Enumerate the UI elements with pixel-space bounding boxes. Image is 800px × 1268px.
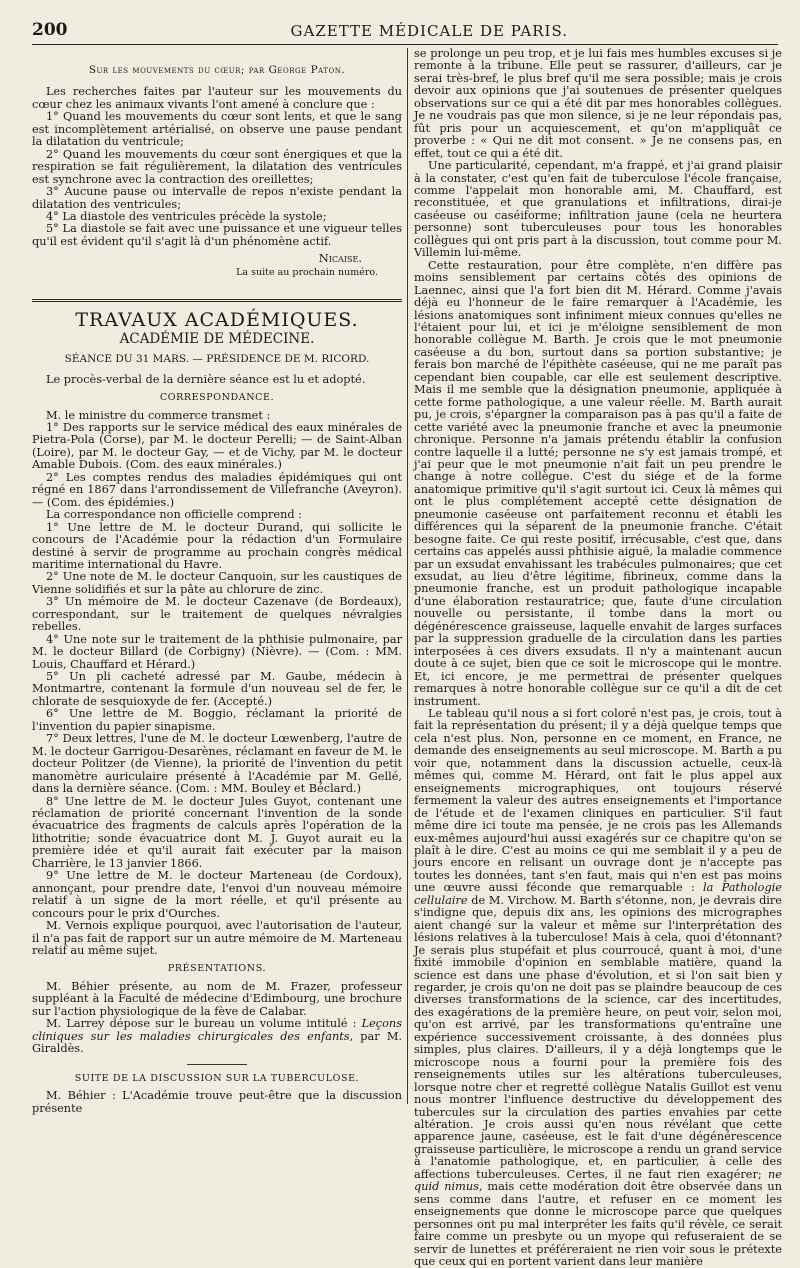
paton-point: 2° Quand les mouvements du cœur sont énergiques et que la respiration se fait régulièrement, la dilatation des ventricules est synchrone avec la contraction des oreillettes;: [32, 147, 402, 186]
behier-speech-start: M. Béhier : L'Académie trouve peut-être que la discussion présente: [32, 1089, 402, 1115]
latin-phrase: ne quid nimus: [414, 1167, 782, 1194]
presentations-heading: PRÉSENTATIONS.: [167, 963, 267, 975]
right-column: [414, 47, 782, 1268]
paragraph-text: de M. Virchow. M. Barth s'étonne, non, je devrais dire s'indigne que, depuis dix ans, les opinions des micrographes aient changé sur la valeur et même sur l'interprétation des lésions relatives à la tuberculose! Mais à cela, quoi d'étonnant? Je serais plus stupéfait et plus courroucé, quant à moi, d'une fixité immobile d'opinion en semblable matière, quand la science est dans une phase d'évolution, et si l'on sait bien y regarder, je crois qu'on ne doit pas se plaindre beaucoup de ces diverses transformations de la science, car des incertitudes, des exagérations de la première heure, on peut voir, selon moi, qu'on est arrivé, par les transformations qu'entraîne une expérience successivement croissante, à des données plus simples, plus claires. D'ailleurs, il y a déjà longtemps que le microscope nous a fourni pour la première fois des renseignements utiles sur les altérations tuberculeuses, lorsque notre cher et regretté collègue Natalis Guillot est venu nous montrer l'influence destructive du développement des tubercules sur la circulation des parties envahies par cette altération. Je crois aussi qu'en nous révélant que cette apparence jaune, caséeuse, est le fait d'une dégénérescence graisseuse particulière, le microscope a rendu un grand service à l'anatomie pathologique, et, en particulier, à celle des affections tuberculeuses. Certes, il ne faut rien exagérer;: [414, 893, 782, 1181]
unofficial-item: 9° Une lettre de M. le docteur Marteneau (de Cordoux), annonçant, pour prendre date, l'envoi d'un nouveau mémoire relatif à un signe de la mort réelle, et qu'il présente au concours pour le prix d'Ourches.: [32, 869, 402, 920]
paton-point: 1° Quand les mouvements du cœur sont lents, et que le sang est incomplètement artérialisé, on observe une pause pendant la dilatation du ventricule;: [32, 110, 402, 149]
book-title: la Pathologie cellulaire: [414, 881, 782, 907]
larrey-book-title: Leçons cliniques sur les maladies chirurgicales des enfants: [32, 1017, 402, 1043]
unofficial-item: 2° Une note de M. le docteur Canquoin, sur les caustiques de Vienne solidifiés et sur la pâte au chlorure de zinc.: [32, 570, 402, 596]
speech-paragraph: Une particularité, cependant, m'a frappé, et j'ai grand plaisir à la constater, c'est qu'en fait de tuberculose l'école française, comme l'appelait mon honorable ami, M. Chauffard, est reconstituée, et que granulations et infiltrations, dirai-je caséeuse ou caséiforme; infiltration jaune (cela ne heurtera personne) sont tuberculeuses pour tous les honorables collègues qui ont pris part à la discussion, tout comme pour M. Villemin lui-même.: [414, 159, 782, 260]
discussion-heading: SUITE DE LA DISCUSSION SUR LA TUBERCULOSE.: [74, 1072, 360, 1084]
speech-paragraph: Cette restauration, pour être complète, n'en diffère pas moins sensiblement par certains côtés des opinions de Laennec, ainsi que l'a fort bien dit M. Hérard. Comme j'avais déjà eu l'honneur de le faire remarquer à l'Académie, les lésions anatomiques sont infiniment mieux connues qu'elles ne l'étaient pour lui, et ici je m'éloigne sensiblement de mon honorable collègue M. Barth. Je crois que le mot pneumonie caséeuse a du bon, surtout dans sa portion substantive; je ferais bon marché de l'épithète caséeuse, qui ne me paraît pas cependant bien coupable, car elle est seulement descriptive. Mais il me semble que la désignation pneumonie, appliquée à cette forme pathologique, a une valeur réelle. M. Barth aurait pu, je crois, s'épargner la comparaison pas à pas qu'il a faite de cette variété avec la pneumonie franche et avec la pneumonie chronique. Personne n'a jamais prétendu établir la confusion contre laquelle il a lutté; personne ne s'y est jamais trompé, et j'ai peur que le mot pneumonie n'ait fait un peu prendre le change à notre collègue. C'est du siége et de la forme anatomique primitive qu'il s'agit surtout ici. Ceux là mêmes qui ont le plus complétement accepté cette désignation de pneumonie caséeuse ont parfaitement reconnu et établi les différences qui la séparent de la pneumonie franche. C'était besogne faite. Ce qui reste positif, irrécusable, c'est que, dans certains cas appelés aussi phthisie aiguë, la maladie commence par un exsudat envahissant les trabécules pulmonaires; que cet exsudat, au lieu d'être légitime, fibrineux, comme dans la pneumonie franche, est un produit pathologique incapable d'une élaboration restauratrice; que, faute d'une circulation nouvelle ou persistante, il tombe dans la mort ou dégénérescence graisseuse, laquelle envahit de larges surfaces par la suppression graduelle de la circulation dans les parties interposées à ces divers exsudats. Il n'y a maintenant aucun doute à ce sujet, bien que ce soit le microscope qui le montre. Et, ici encore, je me permettrai de présenter quelques remarques à notre honorable collègue sur ce qu'il a dit de cet instrument.: [414, 258, 782, 708]
vernois-paragraph: M. Vernois explique pourquoi, avec l'autorisation de l'auteur, il n'a pas fait de rapport sur un autre mémoire de M. Marteneau relatif au même sujet.: [32, 919, 402, 957]
minutes-note: Le procès-verbal de la dernière séance est lu et adopté.: [46, 372, 366, 386]
unofficial-item: 5° Un pli cacheté adressé par M. Gaube, médecin à Montmartre, contenant la formule d'un nouveau sel de fer, le chlorate de sesquioxyde de fer. (Accepté.): [32, 670, 402, 708]
official-item: 2° Les comptes rendus des maladies épidémiques qui ont régné en 1867 dans l'arrondissement de Villefranche (Aveyron). — (Com. des épidémies.): [32, 470, 402, 509]
section-title: TRAVAUX ACADÉMIQUES.: [75, 309, 359, 332]
journal-title: GAZETTE MÉDICALE DE PARIS.: [290, 22, 568, 40]
larrey-end: , par M. Giraldès.: [32, 1029, 402, 1056]
paton-intro: Les recherches faites par l'auteur sur les mouvements du cœur chez les animaux vivants l'ont amené à conclure que :: [32, 85, 402, 111]
unofficial-item: 3° Un mémoire de M. le docteur Cazenave (de Bordeaux), correspondant, sur le traitement de quelques névralgies rebelles.: [32, 595, 402, 634]
unofficial-item: 1° Une lettre de M. le docteur Durand, qui sollicite le concours de l'Académie pour la rédaction d'un Formulaire destiné à servir de programme au prochain congrès médical maritime international du Havre.: [32, 520, 402, 571]
minister-line: M. le ministre du commerce transmet :: [46, 408, 271, 422]
unofficial-item: 8° Une lettre de M. le docteur Jules Guyot, contenant une réclamation de priorité concernant l'invention de la sonde évacuatrice des fragments de calculs après l'opération de la lithotritie; sonde évacuatrice dont M. J. Guyot aurait eu la première idée et qu'il aurait fait exécuter par la maison Charrière, le 13 janvier 1866.: [32, 794, 402, 870]
unofficial-item: 6° Une lettre de M. Boggio, réclamant la priorité de l'invention du papier sinapisme.: [32, 707, 402, 733]
unofficial-item: 7° Deux lettres, l'une de M. le docteur Lœwenberg, l'autre de M. le docteur Garrigou-Desarènes, réclamant en faveur de M. le docteur Politzer (de Vienne), la priorité de l'invention du petit manomètre auriculaire présenté à l'Académie par M. Gellé, dans la dernière séance. (Com. : MM. Bouley et Béclard.): [32, 732, 402, 796]
paragraph-text: , mais cette modération doit être observée dans un sens comme dans l'autre, et refuser en ce moment les enseignements que donne le microscope parce que quelques personnes ont pu mal interpréter les faits qu'il révèle, ce serait faire comme un presbyte ou un myope qui refuseraient de se servir de lunettes et préféreraient ne rien voir sous le prétexte que ceux qui en portent varient dans leur manière: [414, 1180, 782, 1268]
paton-point: 4° La diastole des ventricules précède la systole;: [46, 209, 327, 223]
session-heading: SÉANCE DU 31 MARS. — PRÉSIDENCE DE M. RICORD.: [64, 353, 370, 366]
speech-paragraph: [414, 708, 782, 1268]
continued-note: La suite au prochain numéro.: [236, 266, 378, 278]
unofficial-item: 4° Une note sur le traitement de la phthisie pulmonaire, par M. le docteur Billard (de Corbigny) (Nièvre). — (Com. : MM. Louis, Chauffard et Hérard.): [32, 632, 402, 671]
section-divider: [32, 299, 402, 302]
behier-presentation: M. Béhier présente, au nom de M. Frazer, professeur suppléant à la Faculté de médecine d'Edimbourg, une brochure sur l'action physiologique de la fève de Calabar.: [32, 979, 402, 1018]
paton-article-title: Sur les mouvements du cœur; par George Paton.: [88, 64, 346, 76]
left-column: [32, 48, 402, 1115]
page-header: [32, 10, 778, 45]
academy-title: ACADÉMIE DE MÉDECINE.: [119, 330, 315, 347]
author-signature: Nicaise.: [318, 251, 362, 266]
speech-paragraph: se prolonge un peu trop, et je lui fais mes humbles excuses si je remonte à la tribune. Elle peut se rassurer, d'ailleurs, car je serai très-bref, le plus bref qu'il me sera possible; mais je crois devoir aux opinions que j'ai soutenues de présenter quelques observations sur ce qui a été dit par mes honorables collègues. Je ne voudrais pas que mon silence, si je ne leur répondais pas, fût pris pour un acquiescement, et qu'on m'appliquât ce proverbe : « Qui ne dit mot consent. » Je ne consens pas, en effet, tout ce qui a été dit.: [414, 47, 782, 160]
correspondence-heading: CORRESPONDANCE.: [159, 392, 275, 404]
official-item: 1° Des rapports sur le service médical des eaux minérales de Pietra-Pola (Corse), par M. le docteur Perelli; — de Saint-Alban (Loire), par M. le docteur Gay, — et de Vichy, par M. le docteur Amable Dubois. (Com. des eaux minérales.): [32, 420, 402, 472]
paragraph-text: Le tableau qu'il nous a si fort coloré n'est pas, je crois, tout à fait la représentation du présent; il y a déjà quelque temps que cela n'est plus. Non, personne en ce moment, en France, ne demande des enseignements au seul microscope. M. Barth a pu voir que, notamment dans la discussion actuelle, ceux-là mêmes qui, comme M. Hérard, ont fait le plus appel aux enseignements micrographiques, ont toujours réservé fermement la valeur des autres enseignements et l'importance de l'étude et de l'examen cliniques en particulier. S'il faut même dire ici toute ma pensée, je ne crois pas les Allemands eux-mêmes aujourd'hui aussi exagérés sur ce chapitre qu'on se plaît à le dire. C'est au moins ce qui me semblait il y a peu de jours encore en relisant un ouvrage dont je n'accepte pas toutes les données, tant s'en faut, mais qui n'en est pas moins une œuvre aussi féconde que remarquable :: [414, 707, 782, 895]
paton-point: 5° La diastole se fait avec une puissance et une vigueur telles qu'il est évident qu'il s'agit là d'un phénomène actif.: [32, 222, 402, 248]
unofficial-intro: La correspondance non officielle comprend :: [46, 508, 302, 522]
short-divider: [187, 1064, 247, 1065]
larrey-start: M. Larrey dépose sur le bureau un volume intitulé :: [46, 1017, 362, 1031]
larrey-paragraph: [32, 1018, 402, 1055]
paton-point: 3° Aucune pause ou intervalle de repos n'existe pendant la dilatation des ventricules;: [32, 185, 402, 211]
column-rule: [407, 48, 408, 1104]
page-number: 200: [32, 20, 68, 40]
